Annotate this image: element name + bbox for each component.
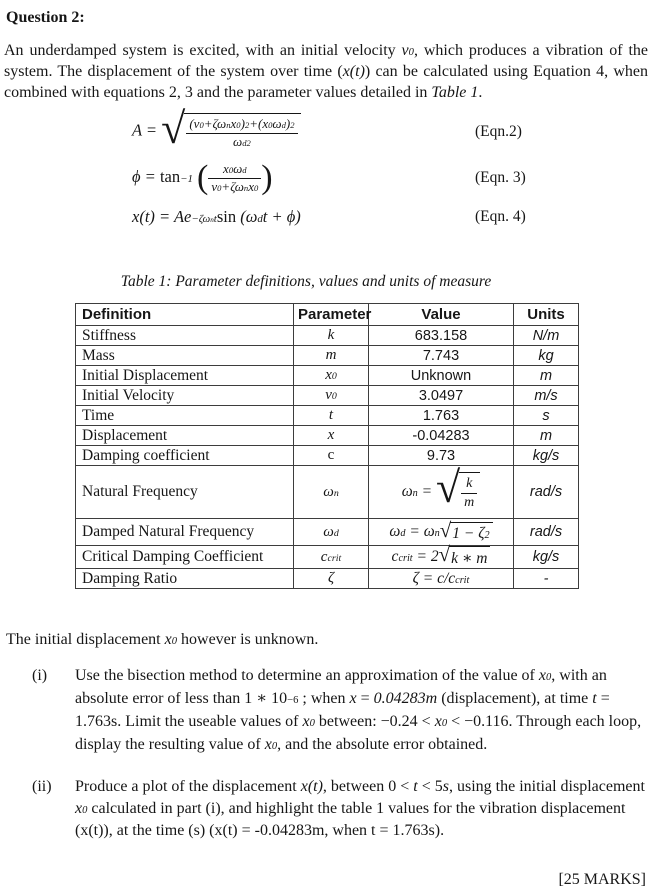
table-row xyxy=(76,386,579,406)
marks-label: [25 MARKS] xyxy=(558,871,646,888)
table-row xyxy=(76,366,579,386)
cell-parameter: c xyxy=(294,446,369,466)
cell-value: 1.763 xyxy=(369,406,514,426)
cell-value: 7.743 xyxy=(369,346,514,366)
cell-value: $c_{crit} = 2$ √ k ∗ m xyxy=(369,546,514,569)
cell-parameter: t xyxy=(294,406,369,426)
part-i xyxy=(4,664,648,756)
table-row xyxy=(76,466,579,519)
table-header-units: Units xyxy=(514,304,579,326)
cell-definition: Damped Natural Frequency xyxy=(76,519,294,546)
cell-parameter: k xyxy=(294,326,369,346)
radical-sign: √ $\frac{k}{m}$ xyxy=(436,472,480,512)
cell-units: m xyxy=(514,366,579,386)
cell-units: kg/s xyxy=(514,546,579,569)
cell-definition: Initial Displacement xyxy=(76,366,294,386)
table-row xyxy=(76,346,579,366)
cell-value: $\omega_d = \omega_n$ √ $1 - \zeta^2$ xyxy=(369,519,514,546)
part-i-marker: (i) xyxy=(32,667,48,684)
table-header-value: Value xyxy=(369,304,514,326)
cell-units: kg/s xyxy=(514,446,579,466)
cell-value: 683.158 xyxy=(369,326,514,346)
cell-definition: Natural Frequency xyxy=(76,466,294,519)
table-caption: Table 1: Parameter definitions, values and units of measure xyxy=(120,273,492,290)
unknown-note: The initial displacement $x_0$ however is unknown. xyxy=(6,631,319,648)
cell-definition: Damping coefficient xyxy=(76,446,294,466)
equation-4 xyxy=(132,205,648,229)
cell-parameter: $\omega_d$ xyxy=(294,519,369,546)
table-row xyxy=(76,546,579,569)
fraction: $(v_0+\zeta\omega_nx_0)^2+(x_0\omega_d)^2$ $\omega_d^2$ xyxy=(186,116,297,151)
radical-sign: √ k ∗ m xyxy=(439,546,491,568)
left-paren-icon: ( xyxy=(197,158,209,196)
table-row xyxy=(76,569,579,589)
cell-parameter: $c_{crit}$ xyxy=(294,546,369,569)
cell-definition: Damping Ratio xyxy=(76,569,294,589)
intro-paragraph: An underdamped system is excited, with an initial velocity $v_0$, which produces a vibration of the system. The displacement of the system over time (x(t)) can be calculated using Equation 4, when combined with equations 2, 3 and the parameter values detailed in Table 1. xyxy=(4,42,648,101)
cell-parameter: $v_0$ xyxy=(294,386,369,406)
part-i-text: Use the bisection method to determine an approximation of the value of $x_0$, with an absolute error of less than 1 ∗ $10^{-6}$ ; when x = 0.04283m (displacement), at time t = 1.763s. Limit the useable values of $x_0$ between: $-0.24 < x_0 < -0.116$. Through each loop, display the resulting value of $x_0$, and the absolute error obtained. xyxy=(75,667,642,753)
cell-units: m/s xyxy=(514,386,579,406)
table-row xyxy=(76,406,579,426)
table-body xyxy=(76,326,579,589)
table-header-definition: Definition xyxy=(76,304,294,326)
equation-4-label: (Eqn. 4) xyxy=(475,208,526,226)
part-ii-marker: (ii) xyxy=(32,778,52,795)
part-ii-text: Produce a plot of the displacement x(t), between 0 < t < 5s, using the initial displacement $x_0$ calculated in part (i), and highlight the table 1 values for the vibration displacement (x(t)), at the time (s) (x(t) = -0.04283m, when t = 1.763s). xyxy=(75,778,645,839)
equations-block xyxy=(132,104,648,229)
cell-parameter: $\omega_n$ xyxy=(294,466,369,519)
cell-units: kg xyxy=(514,346,579,366)
parameter-table xyxy=(75,303,579,589)
cell-units: m xyxy=(514,426,579,446)
question-title: Question 2: xyxy=(6,9,85,26)
cell-definition: Initial Velocity xyxy=(76,386,294,406)
equation-2 xyxy=(132,104,648,154)
equation-3-label: (Eqn. 3) xyxy=(475,169,526,187)
cell-definition: Mass xyxy=(76,346,294,366)
equation-3-expression: $\phi = \tan^{-1}$ ( $x_0\omega_d$ $v_0+\zeta\omega_nx_0$ ) xyxy=(132,158,273,196)
cell-parameter: x xyxy=(294,426,369,446)
cell-units: rad/s xyxy=(514,466,579,519)
equation-2-expression: A = √ $(v_0+\zeta\omega_nx_0)^2+(x_0\omega_d)^2$ $\omega_d^2$ xyxy=(132,113,301,151)
cell-units: - xyxy=(514,569,579,589)
cell-parameter: m xyxy=(294,346,369,366)
cell-value: $\zeta = c/c_{crit}$ xyxy=(369,569,514,589)
radical-sign: √ $(v_0+\zeta\omega_nx_0)^2+(x_0\omega_d)^2$ $\omega_d^2$ xyxy=(161,113,300,151)
part-ii xyxy=(4,776,648,842)
cell-parameter: $x_0$ xyxy=(294,366,369,386)
cell-value: $\omega_n$ = √ $\frac{k}{m}$ xyxy=(369,466,514,519)
cell-units: rad/s xyxy=(514,519,579,546)
cell-definition: Stiffness xyxy=(76,326,294,346)
cell-definition: Time xyxy=(76,406,294,426)
cell-units: N/m xyxy=(514,326,579,346)
table-row xyxy=(76,326,579,346)
table-header-row xyxy=(76,304,579,326)
cell-parameter: ζ xyxy=(294,569,369,589)
table-header-parameter: Parameter xyxy=(294,304,369,326)
fraction: $\frac{k}{m}$ xyxy=(461,475,477,512)
cell-value: -0.04283 xyxy=(369,426,514,446)
cell-value: Unknown xyxy=(369,366,514,386)
right-paren-icon: ) xyxy=(261,158,273,196)
fraction: $x_0\omega_d$ $v_0+\zeta\omega_nx_0$ xyxy=(208,161,261,196)
cell-definition: Displacement xyxy=(76,426,294,446)
cell-value: 3.0497 xyxy=(369,386,514,406)
cell-value: 9.73 xyxy=(369,446,514,466)
equation-4-expression: $x(t) = Ae^{-\zeta\omega_nt}\sin$ $(\omega_dt + \phi)$ xyxy=(132,206,301,226)
radical-sign: √ $1 - \zeta^2$ xyxy=(440,522,493,543)
cell-definition: Critical Damping Coefficient xyxy=(76,546,294,569)
table-row xyxy=(76,446,579,466)
equation-2-label: (Eqn.2) xyxy=(475,123,522,141)
table-row xyxy=(76,519,579,546)
table-head xyxy=(76,304,579,326)
table-row xyxy=(76,426,579,446)
cell-units: s xyxy=(514,406,579,426)
equation-3 xyxy=(132,159,648,197)
